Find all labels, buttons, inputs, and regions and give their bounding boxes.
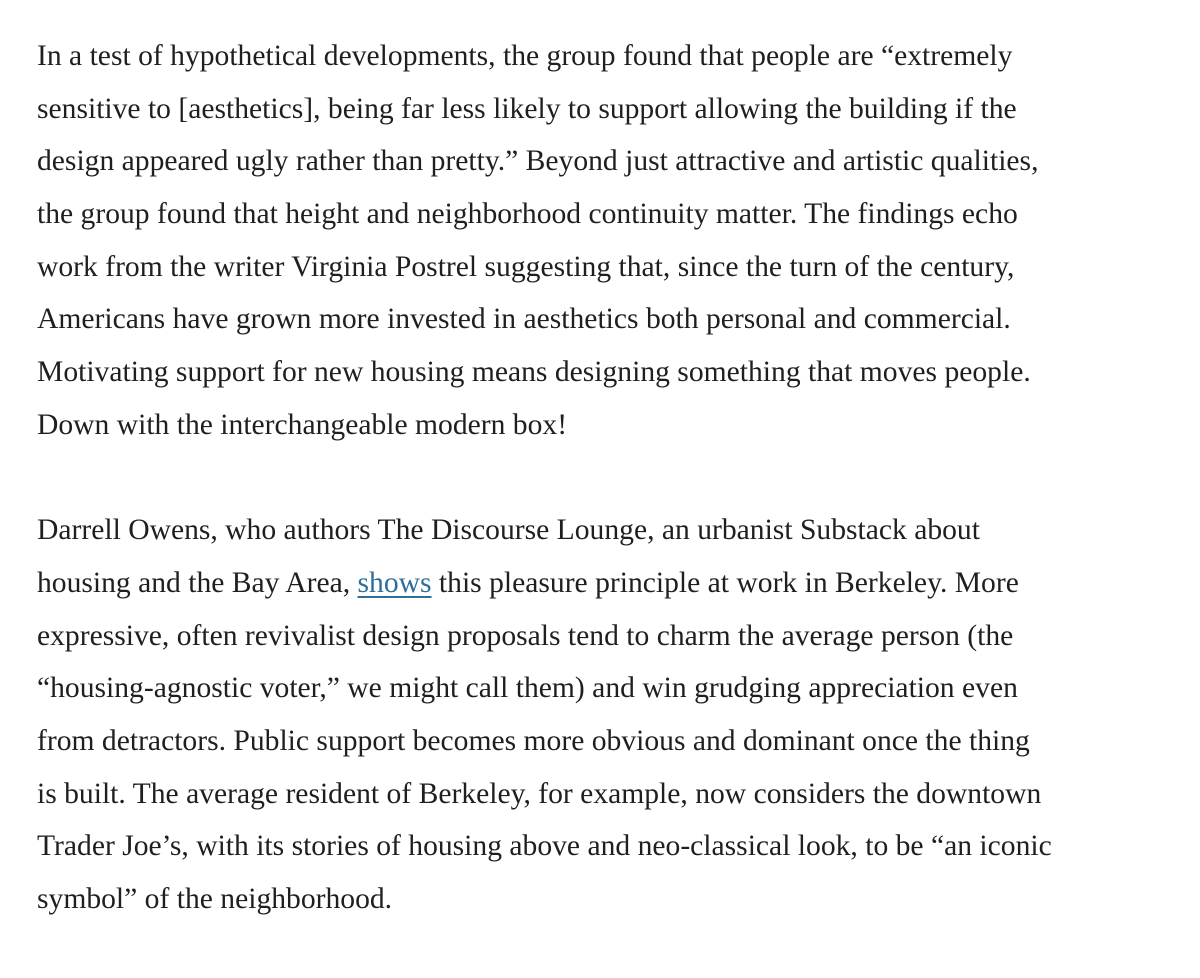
- text-line: symbol” of the neighborhood.: [37, 883, 393, 915]
- text-line: from detractors. Public support becomes more obvious and dominant once the thing: [37, 724, 1030, 757]
- text-line: Trader Joe’s, with its stories of housing above and neo-classical look, to be “an iconic: [37, 830, 1052, 863]
- text-line: the group found that height and neighborhood continuity matter. The findings echo: [37, 198, 1018, 231]
- text-line-with-link: [37, 557, 1187, 610]
- paragraph-2: [37, 504, 1187, 926]
- text-line: work from the writer Virginia Postrel suggesting that, since the turn of the century,: [37, 250, 1015, 283]
- text-line: sensitive to [aesthetics], being far less likely to support allowing the building if the: [37, 92, 1017, 125]
- article-body: [37, 30, 1187, 978]
- shows-link[interactable]: shows: [357, 566, 432, 599]
- text-line: “housing-agnostic voter,” we might call them) and win grudging appreciation even: [37, 672, 1018, 705]
- paragraph-1: [37, 30, 1187, 452]
- text-line: design appeared ugly rather than pretty.” Beyond just attractive and artistic qualities,: [37, 145, 1039, 178]
- text-line: is built. The average resident of Berkeley, for example, now considers the downtown: [37, 777, 1042, 810]
- text-line: Americans have grown more invested in aesthetics both personal and commercial.: [37, 303, 1011, 336]
- text-line: expressive, often revivalist design proposals tend to charm the average person (the: [37, 619, 1014, 652]
- text-segment: this pleasure principle at work in Berkeley. More: [431, 566, 1019, 599]
- text-line: Darrell Owens, who authors The Discourse Lounge, an urbanist Substack about: [37, 514, 980, 547]
- text-segment: housing and the Bay Area,: [37, 566, 358, 599]
- text-line: Motivating support for new housing means designing something that moves people.: [37, 356, 1031, 389]
- text-line: In a test of hypothetical developments, the group found that people are “extremely: [37, 40, 1013, 72]
- text-line: Down with the interchangeable modern box!: [37, 408, 568, 441]
